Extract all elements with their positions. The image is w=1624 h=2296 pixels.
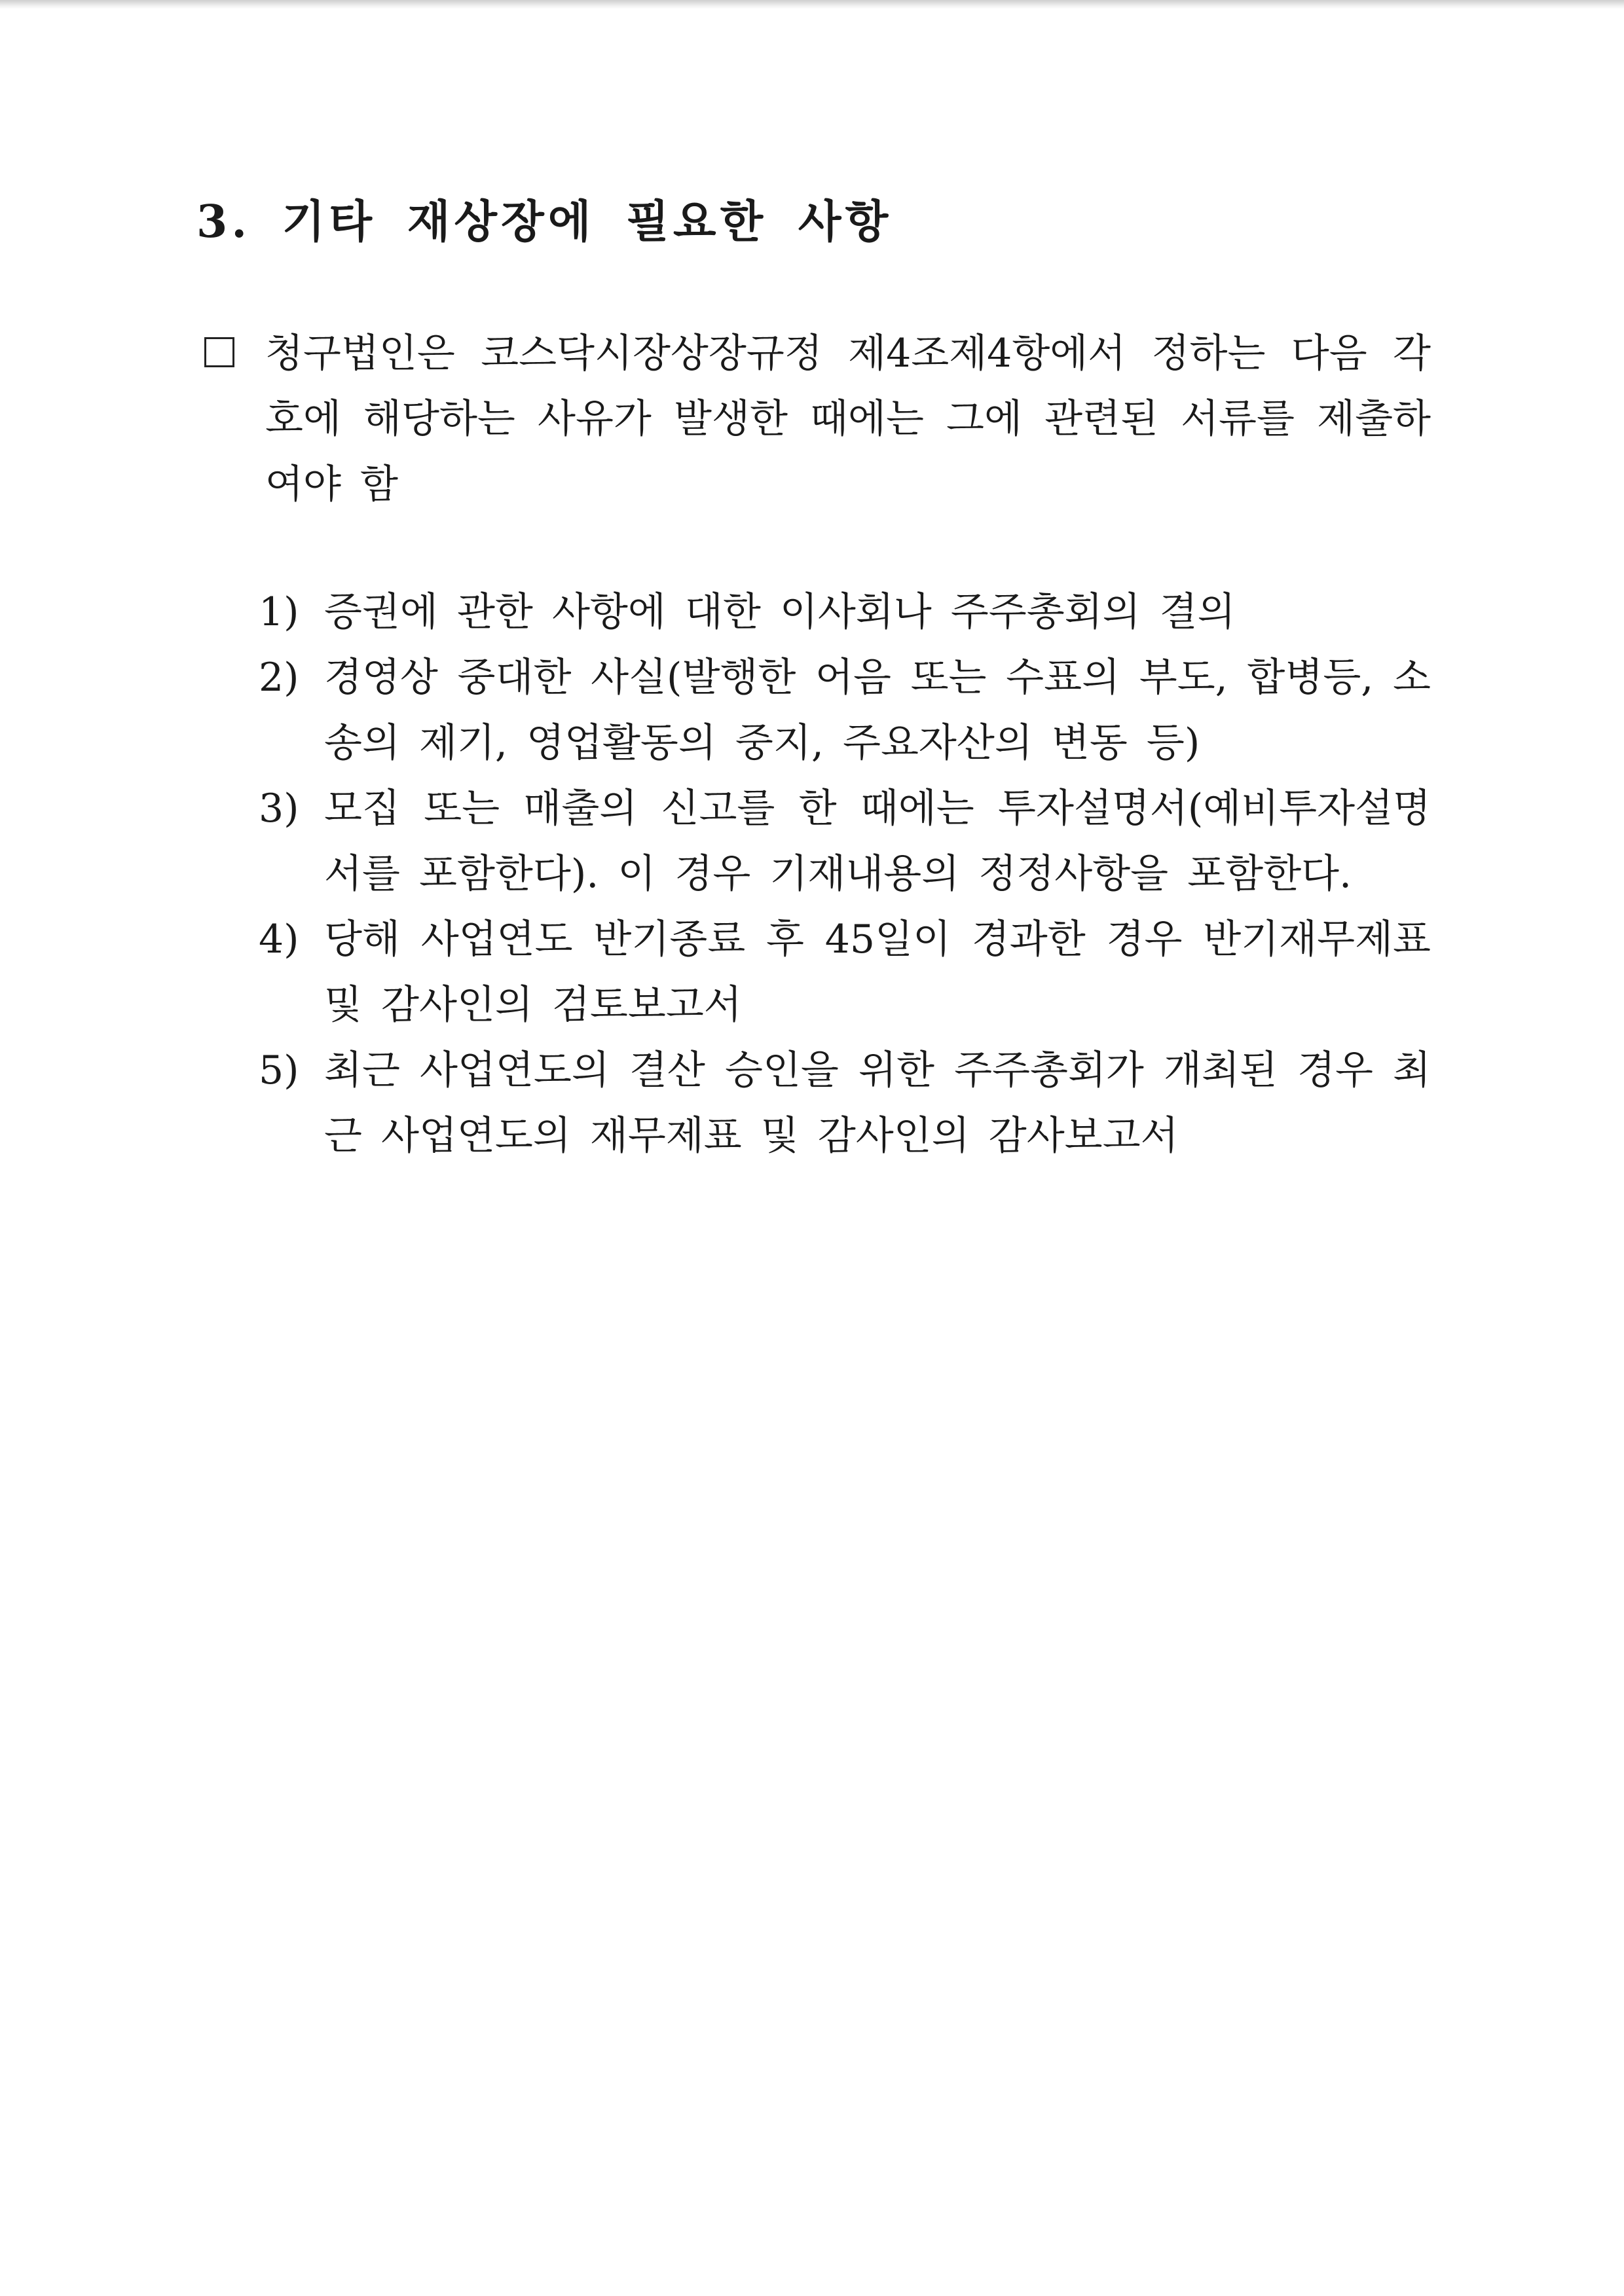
section-title: 3. 기타 재상장에 필요한 사항: [196, 196, 893, 248]
list-item: [259, 776, 1431, 907]
item-number: 1): [259, 589, 299, 635]
list-item: [259, 907, 1431, 1038]
item-number: 2): [259, 655, 299, 701]
item-number: 5): [259, 1048, 299, 1093]
list-item: [259, 1038, 1431, 1169]
item-text: 모집 또는 매출의 신고를 한 때에는 투자설명서(예비투자설명서를 포함한다). 이 경우 기재내용의 정정사항을 포함한다.: [324, 786, 1431, 897]
item-number: 4): [259, 917, 299, 962]
item-text: 최근 사업연도의 결산 승인을 위한 주주총회가 개최된 경우 최근 사업연도의 재무제표 및 감사인의 감사보고서: [324, 1048, 1431, 1159]
item-text: 경영상 중대한 사실(발행한 어음 또는 수표의 부도, 합병등, 소송의 제기, 영업활동의 중지, 주요자산의 변동 등): [324, 655, 1431, 766]
item-text: 증권에 관한 사항에 대한 이사회나 주주총회의 결의: [324, 589, 1236, 635]
item-text: 당해 사업연도 반기종료 후 45일이 경과한 경우 반기재무제표 및 감사인의 검토보고서: [324, 917, 1431, 1028]
checkbox-bullet-icon: [204, 337, 234, 367]
list-item: [259, 645, 1431, 776]
scan-top-edge: [0, 0, 1624, 9]
item-number: 3): [259, 786, 299, 831]
intro-paragraph: 청구법인은 코스닥시장상장규정 제4조제4항에서 정하는 다음 각 호에 해당하는 사유가 발생한 때에는 그에 관련된 서류를 제출하여야 함: [265, 331, 1431, 507]
list-item: [259, 579, 1431, 645]
